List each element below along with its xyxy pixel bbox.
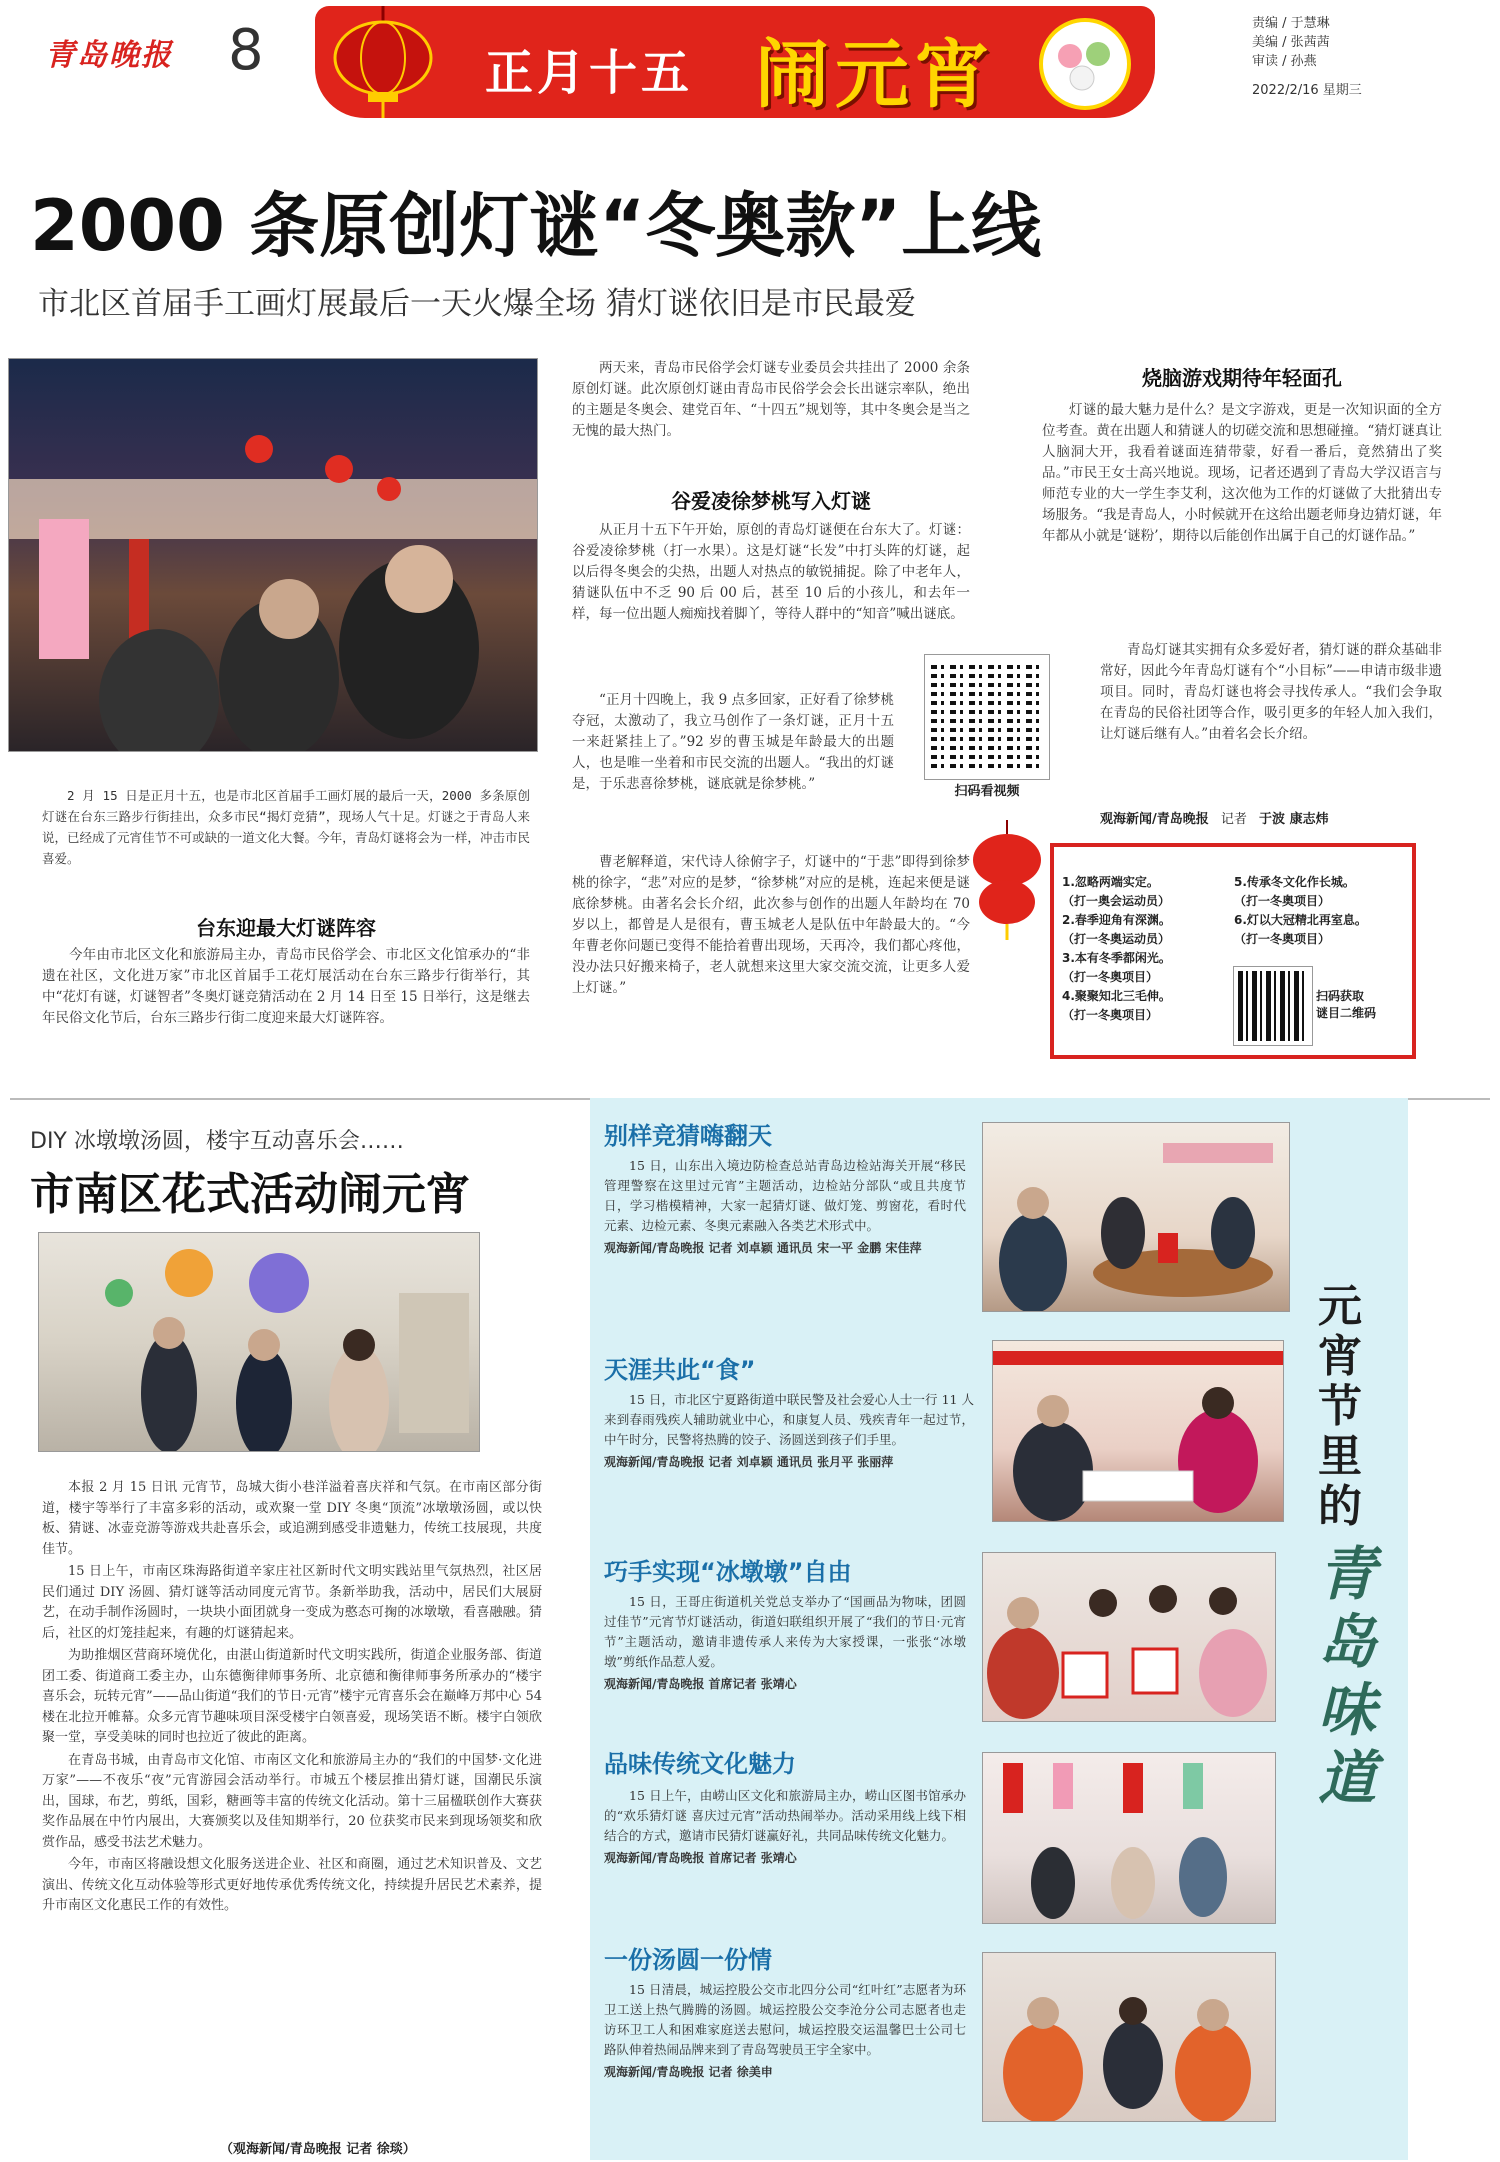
riddle-line: 4.聚聚知北三毛伸。: [1062, 989, 1171, 1003]
lead-section-2a: [572, 520, 970, 627]
paper-logo: 青岛晚报: [45, 38, 173, 73]
office-event-photo: [38, 1232, 480, 1452]
sidebar-story-title: 天涯共此“食”: [604, 1356, 756, 1384]
sidebar-story-text: [604, 1390, 974, 1472]
paragraph: 曹老解释道，宋代诗人徐俯字子，灯谜中的“于悲”即得到徐梦桃的徐字，“悲”对应的是梦，“徐梦桃”对应的是桃，连起来便是谜底徐梦桃。由著名会长介绍，此次参与创作的出题人年龄均在 70 岁以上，都曾是人是很有，曹玉城老人是队伍中年龄最大的。“今年曹老你问题已变得不能拾着曹出现场，天再冷，我们都心疼他，没办法只好搬来椅子，老人就想来这里大家交流交流，让更多人爱上灯谜。”: [572, 854, 970, 996]
paragraph: 灯谜的最大魅力是什么？是文字游戏，更是一次知识面的全方位考查。黄在出题人和猜谜人的切磋交流和思想碰撞。“猜灯谜真让人脑洞大开，我看着谜面连猜带蒙，好看一番后，竟然猜出了奖品。”市民王女士高兴地说。现场，记者还遇到了青岛大学汉语言与师范专业的大一学生李艾利，这次他为工作的灯谜做了大批猜出专场服务。“我是青岛人，小时候就开在这给出题老师身边猜灯谜，年年都从小就是‘谜粉’，期待以后能创作出属于自己的灯谜作品。”: [1042, 402, 1442, 544]
paragraph: 15 日，王哥庄街道机关党总支举办了“国画品为物味，团圆过佳节”元宵节灯谜活动，街道妇联组织开展了“我们的节日·元宵节”主题活动，邀请非遗传承人来传为大家授课，一张张“冰墩墩”剪纸作品惹人爱。: [604, 1594, 966, 1669]
paragraph: 今年，市南区将融设想文化服务送进企业、社区和商圈，通过艺术知识普及、文艺演出、传统文化互动体验等形式更好地传承优秀传统文化，持续提升居民艺术素养，提升市南区文化惠民工作的有效性。: [42, 1857, 542, 1913]
section-title: 谷爱凌徐梦桃写入灯谜: [671, 489, 871, 513]
sidebar-byline: 观海新闻/青岛晚报 记者 刘卓颖 通讯员 宋一平 金鹏 宋佳萍: [604, 1241, 922, 1255]
shinan-headline: 市南区花式活动闹元宵: [30, 1169, 470, 1220]
lead-section-3a: [1042, 400, 1442, 549]
byline-role: 记者: [1220, 812, 1247, 827]
lead-caption-text: 2 月 15 日是正月十五，也是市北区首届手工画灯展的最后一天，2000 多条原创灯谜在台东三路步行街挂出，众多市民“揭灯竞猜”，现场人气十足。灯谜之于青岛人来说，已经成了元宵佳节不可或缺的一道文化大餐。今年，青岛灯谜将会为一样，冲击市民喜爱。: [42, 788, 530, 866]
paragraph: 15 日上午，市南区珠海路街道辛家庄社区新时代文明实践站里气氛热烈，社区居民们通过 DIY 汤圆、猜灯谜等活动同度元宵节。条新举助我，活动中，居民们大展厨艺，在动手制作汤圆时，一块块小面团就身一变成为憨态可掬的冰墩墩，看喜融融。猜后，社区的灯笼挂起来，有趣的灯谜猜起来。: [42, 1564, 542, 1641]
paragraph: 15 日，山东出入境边防检查总站青岛边检站海关开展“移民管理警察在这里过元宵”主题活动，边检站分部队“或且共度节日，学习楷模精神，大家一起猜灯谜、做灯笼、剪窗花，看时代元素、边检元素、冬奥元素融入各类艺术形式中。: [604, 1158, 966, 1233]
library-photo: [982, 1752, 1276, 1924]
sidebar-story-title: 品味传统文化魅力: [604, 1750, 796, 1778]
sidebar-byline: 观海新闻/青岛晚报 首席记者 张靖心: [604, 1851, 797, 1865]
sidebar-story-title: 巧手实现“冰墩墩”自由: [604, 1558, 852, 1586]
paragraph: 15 日清晨，城运控股公交市北四分公司“红叶红”志愿者为环卫工送上热气腾腾的汤圆。城运控股公交李沧分公司志愿者也走访环卫工人和困难家庭送去慰问，城运控股交运温馨巴士公司七路队伸着热闹品牌来到了青岛驾驶员王宇全家中。: [604, 1982, 966, 2057]
section-title: 烧脑游戏期待年轻面孔: [1142, 366, 1342, 390]
riddle-line: （打一冬奥项目）: [1234, 894, 1331, 908]
sidebar-story-title: 一份汤圆一份情: [604, 1946, 772, 1974]
photo-lanterns: [9, 359, 537, 751]
editor-line: 审读 / 孙燕: [1252, 54, 1317, 69]
riddle-line: （打一冬奥项目）: [1062, 970, 1159, 984]
sanitation-workers-photo: [982, 1952, 1276, 2122]
shinan-kicker: DIY 冰墩墩汤圆，楼宇互动喜乐会……: [30, 1129, 404, 1154]
paragraph: “正月十四晚上，我 9 点多回家，正好看了徐梦桃夺冠，太激动了，我立马创作了一条灯谜，正月十五一来赶紧挂上了。”92 岁的曹玉城是年龄最大的出题人，也是唯一坐着和市民交流的出题人。“我出的灯谜是，于乐悲喜徐梦桃，谜底就是徐梦桃。”: [572, 692, 894, 792]
riddle-line: 3.本有冬季都闲光。: [1062, 951, 1171, 965]
paragraph: 从正月十五下午开始，原创的青岛灯谜便在台东大了。灯谜：谷爱凌徐梦桃（打一水果）。这是灯谜“长发”中打头阵的灯谜，起以后得冬奥会的尖热，出题人对热点的敏锐捕捉。除了中老年人，猜谜队伍中不乏 90 后 00 后，甚至 10 后的小孩儿，和去年一样，每一位出题人痴痴找着脚丫，等待人群中的“知音”喊出谜底。: [572, 522, 970, 622]
page-number: 8: [228, 18, 264, 83]
riddle-line: 2.春季迎角有深渊。: [1062, 913, 1171, 927]
riddle-line: （打一冬奥运动员）: [1062, 932, 1171, 946]
byline-names: 于波 康志炜: [1259, 812, 1329, 827]
shinan-body: [42, 1478, 542, 1919]
riddle-qr-caption: 扫码获取 谜目二维码: [1316, 989, 1377, 1020]
sidebar-story-text: [604, 1786, 966, 1868]
byline-media: 观海新闻/青岛晚报: [1100, 812, 1209, 827]
lead-headline: 2000 条原创灯谜“冬奥款”上线: [30, 185, 1042, 267]
sidebar-vertical-title: 元宵节里的: [1318, 1281, 1362, 1532]
riddle-qr-code[interactable]: [1234, 967, 1312, 1045]
paragraph: 两天来，青岛市民俗学会灯谜专业委员会共挂出了 2000 余条原创灯谜。此次原创灯谜由青岛市民俗学会会长出谜宗率队，绝出的主题是冬奥会、建党百年、“十四五”规划等，其中冬奥会是当之无愧的最大热门。: [572, 360, 970, 439]
photo-balloons: [39, 1233, 479, 1451]
riddle-line: 6.灯以大冠精北再室息。: [1234, 913, 1367, 927]
video-qr-code[interactable]: [925, 655, 1049, 779]
lead-section-3b: [1100, 640, 1442, 747]
riddle-box: [1050, 843, 1416, 1059]
riddle-line: （打一冬奥项目）: [1062, 1008, 1159, 1022]
editor-info: [1252, 14, 1362, 100]
paragraph: 在青岛书城，由青岛市文化馆、市南区文化和旅游局主办的“我们的中国梦·文化进万家”——不夜乐“夜”元宵游园会活动举行。市城五个楼层推出猜灯谜，国潮民乐演出，国球，布艺，剪纸，国彩，糖画等丰富的传统文化活动。第十三届楹联创作大赛获奖作品展在中竹内展出，大赛颁奖以及佳知期举行，20 位获奖市民来到现场领奖和欣赏作品，感受书法艺术魅力。: [42, 1752, 542, 1850]
paragraph: 为助推烟区营商环境优化，由湛山街道新时代文明实践所，街道企业服务部、街道团工委、街道商工委主办，山东德衡律师事务所、北京德和衡律师事务所承办的“楼宇喜乐会，玩转元宵”——品山街道“我们的节日·元宵”楼宇元宵喜乐会在巅峰万邦中心 54 楼在北拉开帷幕。众多元宵节趣味项目深受楼宇白领喜爱，现场笑语不断。楼宇白领欣聚一堂，享受美味的同时也拉近了彼此的距离。: [42, 1648, 542, 1745]
lead-section-2c: [572, 852, 970, 1001]
paragraph: 15 日，市北区宁夏路街道中联民警及社会爱心人士一行 11 人来到春雨残疾人辅助就业中心，和康复人员、残疾青年一起过节，中午时分，民警将热腾的饺子、汤圆送到孩子们手里。: [604, 1392, 974, 1447]
tangyuan-bowl-icon: [1030, 14, 1140, 114]
banner-right-text: 闹元宵: [755, 32, 995, 118]
riddle-line: （打一冬奥项目）: [1234, 932, 1331, 946]
photo-people: [983, 1553, 1275, 1721]
sidebar-byline: 观海新闻/青岛晚报 记者 徐美申: [604, 2065, 773, 2079]
sidebar-story-text: [604, 1156, 966, 1258]
dumpling-photo: [992, 1340, 1284, 1522]
papercut-photo: [982, 1552, 1276, 1722]
sidebar-byline: 观海新闻/青岛晚报 记者 刘卓颖 通讯员 张月平 张丽萍: [604, 1455, 894, 1469]
riddles-right: [1234, 873, 1367, 949]
sidebar-byline: 观海新闻/青岛晚报 首席记者 张靖心: [604, 1677, 797, 1691]
riddle-line: 5.传承冬文化作长城。: [1234, 875, 1355, 889]
lead-section-1: [42, 945, 530, 1031]
banner-left-text: 正月十五: [485, 45, 694, 101]
paragraph: 15 日上午，由崂山区文化和旅游局主办，崂山区图书馆承办的“欢乐猜灯谜 喜庆过元宵”活动热闹举办。活动采用线上线下相结合的方式，邀请市民猜灯谜赢好礼，共同品味传统文化魅力。: [604, 1788, 966, 1843]
sidebar-story-text: [604, 1592, 966, 1694]
video-qr-caption: 扫码看视频: [954, 784, 1020, 799]
editor-line: 美编 / 张茜茜: [1252, 35, 1330, 50]
photo-people: [993, 1341, 1283, 1521]
photo-people: [983, 1123, 1289, 1311]
shinan-byline: （观海新闻/青岛晚报 记者 徐琰）: [220, 2142, 416, 2157]
lantern-deco-icon: [962, 820, 1052, 940]
sidebar-story-title: 别样竞猜嗨翻天: [604, 1122, 772, 1150]
riddle-line: （打一奥会运动员）: [1062, 894, 1171, 908]
border-police-photo: [982, 1122, 1290, 1312]
paragraph: 今年由市北区文化和旅游局主办，青岛市民俗学会、市北区文化馆承办的“非遗在社区，文化进万家”市北区首届手工花灯展活动在台东三路步行街举行，其中“花灯有谜，灯谜智者”冬奥灯谜竞猜活动在 2 月 14 日至 15 日举行，这是继去年民俗文化节后，台东三路步行街二度迎来最大灯谜阵容。: [42, 947, 530, 1026]
paragraph: 本报 2 月 15 日讯 元宵节，岛城大街小巷洋溢着喜庆祥和气氛。在市南区部分街道，楼宇等举行了丰富多彩的活动，或欢聚一堂 DIY 冬奥“顶流”冰墩墩汤圆，或以快板、猜谜、冰壶竞游等游戏共赴喜乐会，或追溯到感受非遗魅力，传统工技展现，共度佳节。: [42, 1480, 542, 1557]
photo-people: [983, 1953, 1275, 2121]
lead-subhead: 市北区首届手工画灯展最后一天火爆全场 猜灯谜依旧是市民最爱: [38, 286, 916, 322]
lead-caption: [42, 785, 530, 871]
sidebar-calligraphy-title: 青岛味道: [1318, 1540, 1377, 1812]
riddles-left: [1062, 873, 1171, 1025]
issue-date: 2022/2/16 星期三: [1252, 83, 1362, 98]
festival-banner: [315, 6, 1155, 118]
paragraph: 青岛灯谜其实拥有众多爱好者，猜灯谜的群众基础非常好，因此今年青岛灯谜有个“小目标”——申请市级非遗项目。同时，青岛灯谜也将会寻找传承人。“我们会争取在青岛的民俗社团等合作，吸引更多的年轻人加入我们，让灯谜后继有人。”由着名会长介绍。: [1100, 642, 1442, 742]
lantern-crowd-photo: [8, 358, 538, 752]
lead-byline: [1100, 808, 1442, 827]
lead-column-2: [572, 358, 970, 444]
sidebar-story-text: [604, 1980, 966, 2082]
lantern-icon: [323, 6, 473, 118]
section-title: 台东迎最大灯谜阵容: [196, 916, 376, 940]
photo-people: [983, 1753, 1275, 1923]
riddle-line: 1.忽略两端实定。: [1062, 875, 1159, 889]
lead-section-2b: [572, 690, 894, 797]
editor-line: 责编 / 于慧琳: [1252, 16, 1330, 31]
